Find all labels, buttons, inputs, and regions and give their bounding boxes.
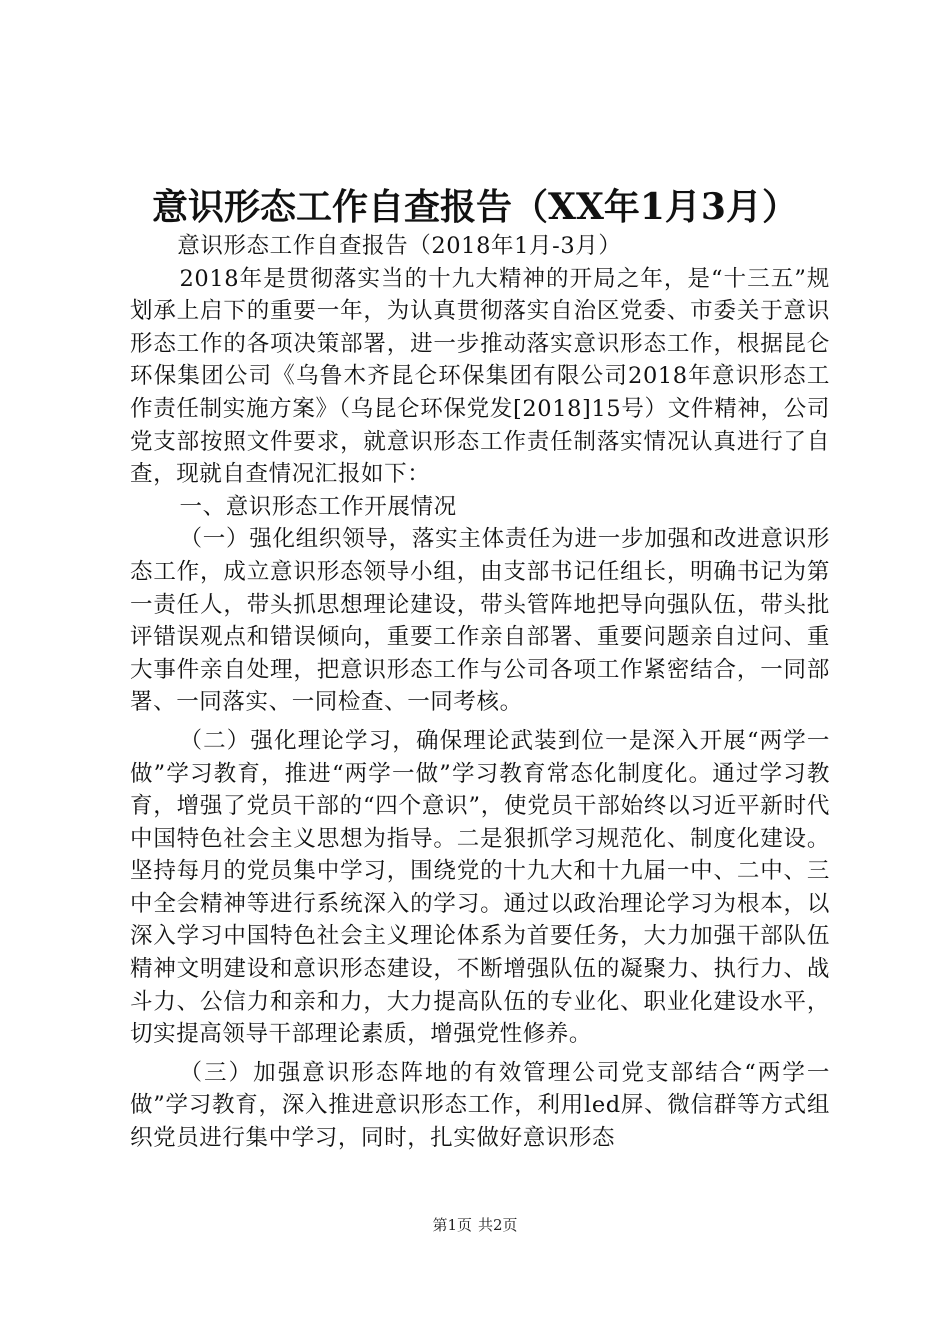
document-subtitle: 意识形态工作自查报告（2018年1月-3月） — [177, 233, 622, 259]
paragraph-intro: 2018年是贯彻落实当的十九大精神的开局之年，是“十三五”规划承上启下的重要一年，为认真贯彻落实自治区党委、市委关于意识形态工作的各项决策部署，进一步推动落实意识形态工作，根据昆仑环保集团公司《乌鲁木齐昆仑环保集团有限公司2018年意识形态工作责任制实施方案》（乌昆仑环保党发[2018]15号）文件精神，公司党支部按照文件要求，就意识形态工作责任制落实情况认真进行了自查，现就自查情况汇报如下： — [130, 265, 830, 488]
paragraph-front-management: （三）加强意识形态阵地的有效管理公司党支部结合“两学一做”学习教育，深入推进意识形态工作，利用led屏、微信群等方式组织党员进行集中学习，同时，扎实做好意识形态 — [130, 1059, 830, 1152]
paragraph-theory-study: （二）强化理论学习，确保理论武装到位一是深入开展“两学一做”学习教育，推进“两学一做”学习教育常态化制度化。通过学习教育，增强了党员干部的“四个意识”，使党员干部始终以习近平新时代中国特色社会主义思想为指导。二是狠抓学习规范化、制度化建设。坚持每月的党员集中学习，围绕党的十九大和十九届一中、二中、三中全会精神等进行系统深入的学习。通过以政治理论学习为根本，以深入学习中国特色社会主义理论体系为首要任务，大力加强干部队伍精神文明建设和意识形态建设，不断增强队伍的凝聚力、执行力、战斗力、公信力和亲和力，大力提高队伍的专业化、职业化建设水平，切实提高领导干部理论素质，增强党性修养。 — [130, 727, 830, 1048]
section-heading-1: 一、意识形态工作开展情况 — [179, 493, 457, 520]
paragraph-organization: （一）强化组织领导，落实主体责任为进一步加强和改进意识形态工作，成立意识形态领导小组，由支部书记任组长，明确书记为第一责任人，带头抓思想理论建设，带头管阵地把导向强队伍，带头批评错误观点和错误倾向，重要工作亲自部署、重要问题亲自过问、重大事件亲自处理，把意识形态工作与公司各项工作紧密结合，一同部署、一同落实、一同检查、一同考核。 — [130, 526, 830, 716]
document-title: 意识形态工作自查报告（XX年1月3月） — [152, 186, 798, 228]
page-total: 共2页 — [478, 1216, 518, 1234]
page-number: 第1页 — [432, 1216, 472, 1234]
document-body — [130, 230, 830, 1155]
page-footer — [0, 1215, 950, 1235]
